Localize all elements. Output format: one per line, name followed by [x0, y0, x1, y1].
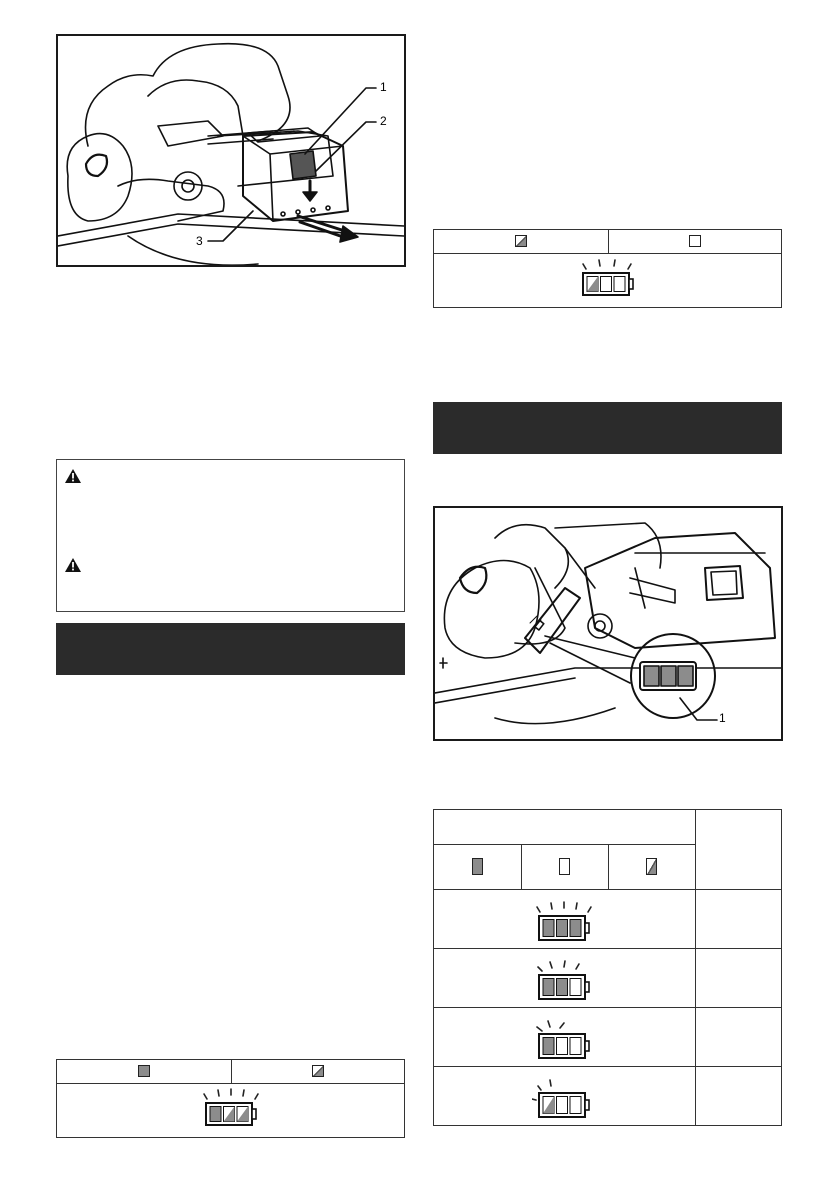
indicator-table-blinking: [56, 1059, 405, 1138]
battery-level-1-icon: [532, 1016, 598, 1062]
lamp-lighted-icon: [138, 1065, 150, 1077]
callout-1: 1: [719, 711, 726, 725]
battery-indicator-icon: [199, 1087, 263, 1129]
lamp-off-icon: [559, 858, 570, 875]
callout-1: 1: [380, 80, 387, 94]
header-off-cell: [609, 230, 782, 254]
section-heading-bar: [433, 402, 782, 454]
warning-triangle-icon: [64, 557, 82, 573]
indicator-table-off: [433, 229, 782, 308]
indicator-location-illustration: [435, 508, 781, 739]
battery-display-cell: [434, 254, 782, 308]
lamp-blinking-icon: [312, 1065, 324, 1077]
lamp-off-icon: [689, 235, 701, 247]
warning-triangle-icon: [64, 468, 82, 484]
header-lighted-cell: [57, 1060, 232, 1084]
capacity-table: [433, 809, 782, 1126]
figure-battery-removal: [56, 34, 406, 267]
battery-indicator-icon: [576, 257, 640, 299]
battery-level-2-icon: [532, 957, 598, 1003]
warning-box: [56, 459, 405, 612]
figure-indicator-location: [433, 506, 783, 741]
battery-display-cell: [57, 1084, 405, 1138]
lamp-blinking-icon: [515, 235, 527, 247]
header-blinking-cell: [232, 1060, 405, 1084]
battery-removal-illustration: [58, 36, 404, 265]
lamp-blinking-icon: [646, 858, 657, 875]
section-heading-bar: [56, 623, 405, 675]
header-blinking-cell: [434, 230, 609, 254]
battery-level-blinking-icon: [532, 1075, 598, 1121]
callout-2: 2: [380, 114, 387, 128]
lamp-lighted-icon: [472, 858, 483, 875]
callout-3: 3: [196, 234, 203, 248]
battery-level-3-icon: [532, 898, 598, 944]
